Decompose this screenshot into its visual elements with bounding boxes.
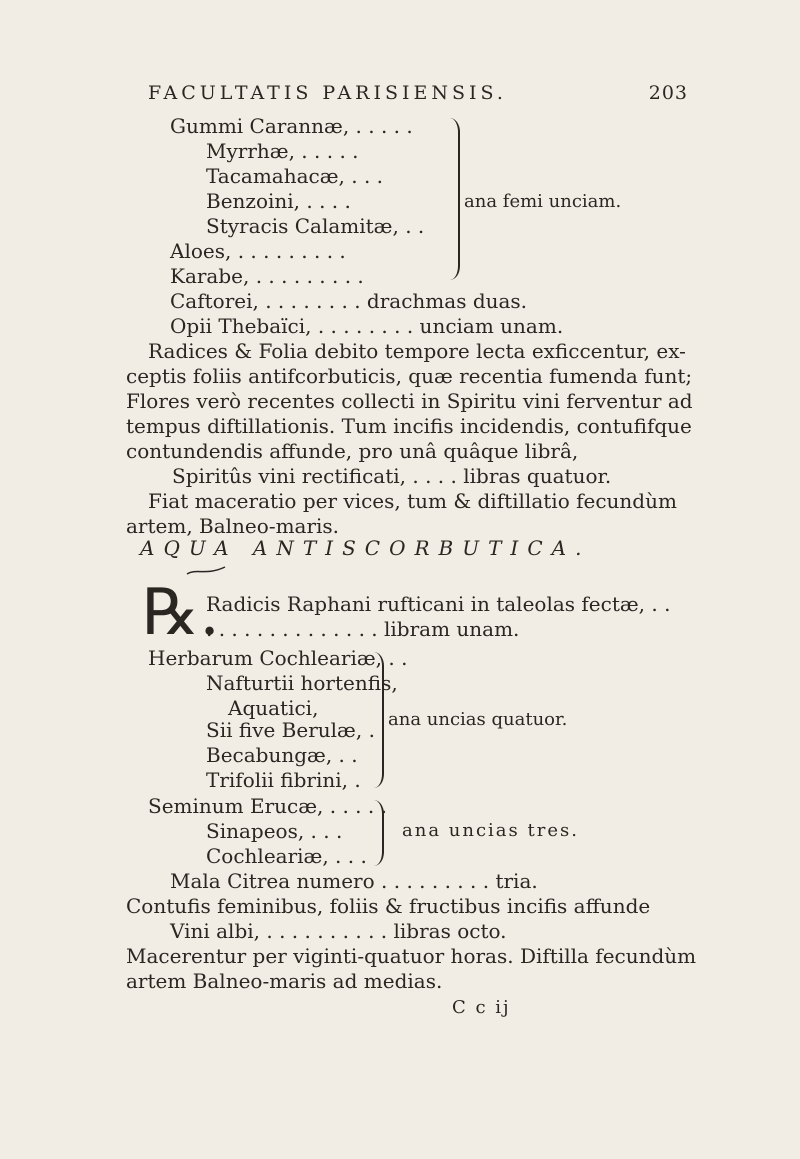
text-line: Spiritûs vini rectificati, . . . . libras quatuor. [172, 464, 612, 488]
dose-label: ana uncias quatuor. [388, 709, 568, 730]
running-head-title: FACULTATIS PARISIENSIS. [148, 82, 507, 104]
recipe-item: Herbarum Cochleariæ, . . [148, 646, 408, 670]
text-line: Contufis feminibus, foliis & fructibus incifis affunde [126, 894, 651, 918]
recipe-rubric: ℞. [142, 576, 220, 650]
text-line: Vini albi, . . . . . . . . . . libras octo. [170, 919, 507, 943]
recipe-item: Myrrhæ, . . . . . [206, 139, 359, 163]
recipe-item: Trifolii fibrini, . [206, 768, 361, 792]
section-heading: AQUA ANTISCORBUTICA. [140, 536, 591, 560]
recipe-item: Karabe, . . . . . . . . . [170, 264, 364, 288]
page-number: 203 [648, 82, 688, 104]
brace [372, 800, 384, 866]
recipe-line: Caftorei, . . . . . . . . drachmas duas. [170, 289, 528, 313]
dose-label: ana femi unciam. [464, 191, 622, 212]
text-line: Flores verò recentes collecti in Spiritu vini ferventur ad [126, 389, 693, 413]
recipe-item: Becabungæ, . . [206, 743, 358, 767]
text-line: Radices & Folia debito tempore lecta exficcentur, ex- [148, 339, 686, 363]
recipe-item: Cochleariæ, . . . [206, 844, 367, 868]
recipe-item: Tacamahacæ, . . . [206, 164, 384, 188]
recipe-item: Sinapeos, . . . [206, 819, 343, 843]
brace [372, 652, 384, 788]
recipe-item: Gummi Carannæ, . . . . . [170, 114, 413, 138]
text-line: tempus diftillationis. Tum incifis incidendis, contufifque [126, 414, 692, 438]
recipe-item: Aloes, . . . . . . . . . [170, 239, 346, 263]
text-line: Mala Citrea numero . . . . . . . . . tria. [170, 869, 538, 893]
dose-label: ana uncias tres. [402, 820, 579, 841]
recipe-item: Styracis Calamitæ, . . [206, 214, 425, 238]
text-line: Macerentur per viginti-quatuor horas. Diftilla fecundùm [126, 944, 697, 968]
running-head [148, 82, 688, 104]
recipe-line: . . . . . . . . . . . . . . libram unam. [206, 617, 520, 641]
text-line: artem, Balneo-maris. [126, 514, 340, 538]
recipe-item: Seminum Erucæ, . . . . . [148, 794, 387, 818]
recipe-line: Radicis Raphani rufticani in taleolas fectæ, . . [206, 592, 671, 616]
recipe-item: Benzoini, . . . . [206, 189, 351, 213]
text-line: Fiat maceratio per vices, tum & diftillatio fecundùm [148, 489, 677, 513]
brace [448, 118, 460, 280]
text-line: contundendis affunde, pro unâ quâque librâ, [126, 439, 579, 463]
ornament-squiggle [186, 566, 226, 576]
recipe-line: Opii Thebaïci, . . . . . . . . unciam unam. [170, 314, 564, 338]
text-line: artem Balneo-maris ad medias. [126, 969, 443, 993]
recipe-item: Aquatici, [228, 696, 319, 720]
signature-mark: C c ij [452, 997, 511, 1018]
recipe-item: Nafturtii hortenfis, [206, 671, 398, 695]
recipe-item: Sii five Berulæ, . [206, 718, 375, 742]
text-line: ceptis foliis antifcorbuticis, quæ recentia fumenda funt; [126, 364, 693, 388]
